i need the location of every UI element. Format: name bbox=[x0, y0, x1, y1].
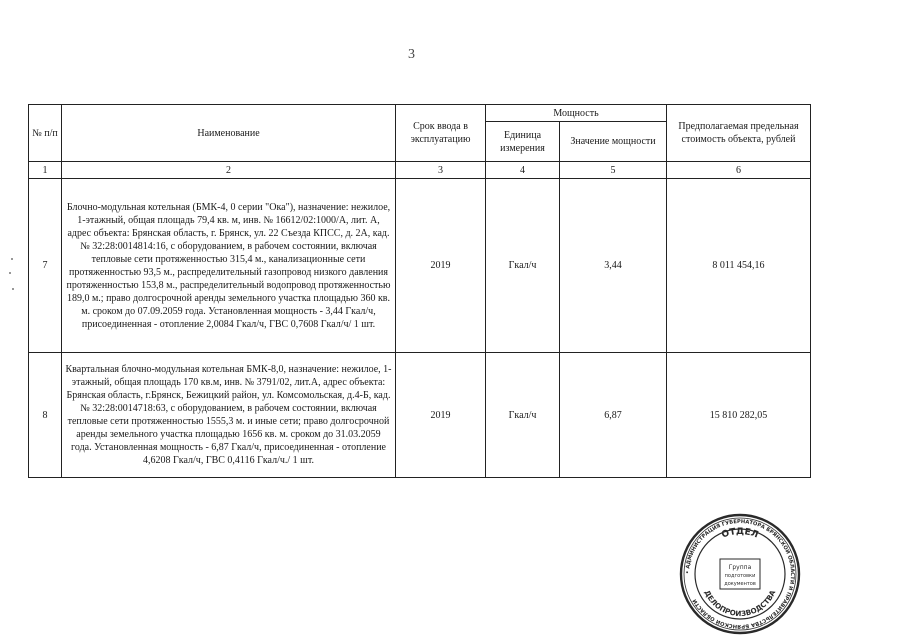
header-value: Значение мощности bbox=[560, 122, 667, 162]
row-commission-year: 2019 bbox=[396, 353, 486, 478]
row-number: 7 bbox=[29, 179, 62, 353]
stamp-center-line-2: подготовки bbox=[724, 573, 756, 579]
header-row-1 bbox=[29, 105, 811, 122]
stamp-ring-text: • АДМИНИСТРАЦИЯ ГУБЕРНАТОРА БРЯНСКОЙ ОБЛАСТИ И ПРАВИТЕЛЬСТВА БРЯНСКОЙ ОБЛАСТИ bbox=[684, 518, 796, 630]
table-row bbox=[29, 179, 811, 353]
page-number: 3 bbox=[408, 47, 415, 62]
column-number: 4 bbox=[486, 162, 560, 179]
column-number: 3 bbox=[396, 162, 486, 179]
stamp-graphic bbox=[678, 512, 802, 636]
row-unit: Гкал/ч bbox=[486, 353, 560, 478]
row-capacity-value: 6,87 bbox=[560, 353, 667, 478]
row-description: Квартальная блочно-модульная котельная БМК-8,0, назначение: нежилое, 1-этажный, общая площадь 170 кв.м, инв. № 3791/02, лит.А, адрес объекта: Брянская область, г.Брянск, Бежицкий район, ул. Комсомольская, д.4-Б, кад. № 32:28:0014718:63, с оборудованием, в рабочем состоянии, включая тепловые сети протяженностью 1555,3 м. и иные сети; право долгосрочной аренды земельного участка площадью 1656 кв. м. сроком до 31.03.2059 года. Установленная мощность - 6,87 Гкал/ч, присоединенная - отопление 4,6208 Гкал/ч, ГВС 0,4116 Гкал/ч./ 1 шт. bbox=[62, 353, 396, 478]
row-number: 8 bbox=[29, 353, 62, 478]
header-capacity: Мощность bbox=[486, 105, 667, 122]
row-capacity-value: 3,44 bbox=[560, 179, 667, 353]
row-unit: Гкал/ч bbox=[486, 179, 560, 353]
row-description: Блочно-модульная котельная (БМК-4, 0 серии "Ока"), назначение: нежилое, 1-этажный, общая площадь 79,4 кв. м, инв. № 16612/02:1000/А, лит. А, адрес объекта: Брянская область, г. Брянск, ул. 22 Съезда КПСС, д. 2А, кад. № 32:28:0014814:16, с оборудованием, в рабочем состоянии, включая тепловые сети протяженностью 315,4 м., канализационные сети протяженностью 93,5 м., распределительный газопровод низкого давления протяженностью 153,8 м., распределительный водопровод протяженностью 189,0 м.; право долгосрочной аренды земельного участка площадью 360 кв. м. сроком до 07.09.2059 года. Установленная мощность - 3,44 Гкал/ч, присоединенная - отопление 2,0084 Гкал/ч, ГВС 0,7608 Гкал/ч/ 1 шт. bbox=[62, 179, 396, 353]
header-name: Наименование bbox=[62, 105, 396, 162]
svg-text:ОТДЕЛ bbox=[720, 527, 759, 541]
stamp-top-text: ОТДЕЛ bbox=[720, 526, 760, 541]
header-num: № п/п bbox=[29, 105, 62, 162]
official-stamp bbox=[678, 512, 802, 636]
header-cost: Предполагаемая предельная стоимость объекта, рублей bbox=[667, 105, 811, 162]
row-cost: 8 011 454,16 bbox=[667, 179, 811, 353]
header-commission: Срок ввода в эксплуатацию bbox=[396, 105, 486, 162]
column-number: 5 bbox=[560, 162, 667, 179]
stamp-center-line-1: Группа bbox=[728, 564, 752, 571]
stamp-bottom-text: ДЕЛОПРОИЗВОДСТВА bbox=[702, 588, 778, 619]
column-number-row bbox=[29, 162, 811, 179]
header-unit: Единица измерения bbox=[486, 122, 560, 162]
column-number: 1 bbox=[29, 162, 62, 179]
column-number: 2 bbox=[62, 162, 396, 179]
property-table bbox=[28, 104, 811, 478]
column-number: 6 bbox=[667, 162, 811, 179]
stamp-center-line-3: документов bbox=[724, 581, 756, 587]
row-commission-year: 2019 bbox=[396, 179, 486, 353]
margin-marks bbox=[8, 258, 16, 298]
svg-text:ДЕЛОПРОИЗВОДСТВА bbox=[703, 588, 778, 618]
table-row bbox=[29, 353, 811, 478]
row-cost: 15 810 282,05 bbox=[667, 353, 811, 478]
